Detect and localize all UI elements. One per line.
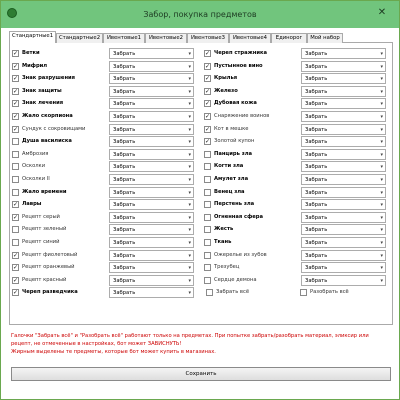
chevron-down-icon: ▾ xyxy=(188,126,191,133)
action-select-value: Забрать xyxy=(113,277,136,284)
action-select-value: Забрать xyxy=(113,76,136,83)
item-checkbox[interactable]: ✓ xyxy=(13,50,19,57)
chevron-down-icon: ▾ xyxy=(380,151,383,158)
item-row xyxy=(204,97,392,110)
action-select-value: Забрать xyxy=(113,151,136,158)
item-checkbox[interactable] xyxy=(204,176,211,183)
item-checkbox[interactable]: ✓ xyxy=(13,276,19,284)
item-row xyxy=(12,110,200,123)
action-select[interactable] xyxy=(301,212,386,223)
action-select-value: Забрать xyxy=(113,177,136,183)
item-row xyxy=(12,286,200,299)
chevron-down-icon: ▾ xyxy=(188,63,191,70)
item-label: Ожерелье из зубов xyxy=(214,251,267,258)
bold-legend-note: Жирным выделены те предметы, которые бот может купить в магазинах. xyxy=(11,349,216,355)
item-checkbox[interactable]: ✓ xyxy=(13,289,19,297)
item-label: Душа василиска xyxy=(22,138,72,145)
tab-3[interactable]: Ивентовые1 xyxy=(103,33,145,43)
item-label: Мифрил xyxy=(22,62,48,69)
item-label: Рецепт оранжевый xyxy=(22,264,75,271)
item-row xyxy=(12,148,200,161)
item-checkbox[interactable]: ✓ xyxy=(205,138,211,146)
item-row xyxy=(12,173,200,186)
action-select-value: Забрать xyxy=(305,214,328,221)
item-checkbox[interactable] xyxy=(204,189,211,196)
item-row xyxy=(204,110,392,123)
chevron-down-icon: ▾ xyxy=(188,189,191,196)
chevron-down-icon: ▾ xyxy=(188,240,191,246)
chevron-down-icon: ▾ xyxy=(380,114,383,120)
action-select[interactable] xyxy=(109,174,194,185)
item-label: Когти зла xyxy=(214,163,244,170)
action-select[interactable] xyxy=(109,250,194,261)
action-select-value: Забрать xyxy=(305,88,328,95)
item-label: Трезубец xyxy=(214,264,240,271)
item-row xyxy=(204,85,392,98)
item-checkbox[interactable] xyxy=(12,189,19,196)
chevron-down-icon: ▾ xyxy=(380,51,383,57)
item-label: Знак лечения xyxy=(22,100,64,107)
take-all-option xyxy=(206,286,296,299)
action-select-value: Забрать xyxy=(305,240,328,246)
action-select-value: Забрать xyxy=(113,202,136,209)
chevron-down-icon: ▾ xyxy=(380,126,383,133)
item-row xyxy=(12,47,200,60)
chevron-down-icon: ▾ xyxy=(380,265,383,272)
action-select-value: Забрать xyxy=(305,151,328,158)
action-select-value: Забрать xyxy=(305,227,328,234)
item-row xyxy=(12,274,200,287)
action-select[interactable] xyxy=(301,237,386,248)
item-row xyxy=(12,135,200,148)
action-select[interactable] xyxy=(301,187,386,198)
item-checkbox[interactable] xyxy=(204,252,211,259)
action-select-value: Забрать xyxy=(305,177,328,183)
item-checkbox[interactable]: ✓ xyxy=(13,213,19,221)
item-checkbox[interactable] xyxy=(204,201,211,208)
item-label: Амброзия xyxy=(22,150,49,157)
chevron-down-icon: ▾ xyxy=(188,151,191,158)
save-button[interactable]: Сохранить xyxy=(11,367,391,381)
item-row xyxy=(12,249,200,262)
action-select[interactable] xyxy=(109,136,194,147)
action-select[interactable] xyxy=(109,275,194,286)
item-checkbox[interactable]: ✓ xyxy=(13,100,19,108)
action-select[interactable] xyxy=(109,48,194,59)
action-select[interactable] xyxy=(301,275,386,286)
action-select-value: Забрать xyxy=(305,76,328,83)
disassemble-all-checkbox[interactable] xyxy=(300,289,307,296)
action-select[interactable] xyxy=(109,149,194,160)
action-select-value: Забрать xyxy=(305,189,328,196)
item-label: Золотой купон xyxy=(214,138,255,145)
item-label: Осколки xyxy=(22,163,46,170)
take-all-checkbox[interactable] xyxy=(206,289,213,296)
item-label: Жало скорпиона xyxy=(22,113,73,119)
chevron-down-icon: ▾ xyxy=(188,277,191,284)
item-label: Огненная сфера xyxy=(214,213,263,220)
item-row xyxy=(204,160,392,173)
tab-strip xyxy=(9,31,393,43)
chevron-down-icon: ▾ xyxy=(188,265,191,272)
action-select-value: Забрать xyxy=(113,88,136,95)
action-select-value: Забрать xyxy=(305,277,328,284)
item-label: Осколки II xyxy=(22,176,50,182)
action-select[interactable] xyxy=(301,61,386,72)
item-label: Сердце демона xyxy=(214,276,257,283)
item-checkbox[interactable]: ✓ xyxy=(13,113,19,120)
item-checkbox[interactable] xyxy=(12,239,19,246)
action-select-value: Забрать xyxy=(113,51,136,57)
chevron-down-icon: ▾ xyxy=(380,189,383,196)
chevron-down-icon: ▾ xyxy=(188,164,191,171)
item-row xyxy=(12,60,200,73)
item-checkbox[interactable]: ✓ xyxy=(205,75,211,83)
item-row xyxy=(12,160,200,173)
item-label: Рецепт серый xyxy=(22,213,60,220)
item-row xyxy=(12,223,200,236)
item-label: Ткань xyxy=(214,239,232,245)
item-checkbox[interactable] xyxy=(204,226,211,233)
action-select-value: Забрать xyxy=(305,114,328,120)
action-select-value: Забрать xyxy=(113,240,136,246)
item-label: Знак защиты xyxy=(22,87,62,94)
action-select-value: Забрать xyxy=(113,63,136,70)
chevron-down-icon: ▾ xyxy=(380,63,383,70)
item-row xyxy=(204,186,392,199)
chevron-down-icon: ▾ xyxy=(188,101,191,108)
chevron-down-icon: ▾ xyxy=(380,177,383,183)
items-panel xyxy=(9,43,393,325)
chevron-down-icon: ▾ xyxy=(380,76,383,83)
item-row xyxy=(204,249,392,262)
item-row xyxy=(204,173,392,186)
close-button[interactable]: ✕ xyxy=(377,7,387,18)
chevron-down-icon: ▾ xyxy=(188,290,191,297)
item-checkbox[interactable]: ✓ xyxy=(205,125,211,133)
action-select-value: Забрать xyxy=(305,202,328,209)
action-select-value: Забрать xyxy=(305,164,328,171)
chevron-down-icon: ▾ xyxy=(188,177,191,183)
action-select-value: Забрать xyxy=(113,189,136,196)
action-select-value: Забрать xyxy=(113,126,136,133)
item-checkbox[interactable] xyxy=(204,151,211,158)
disassemble-all-option xyxy=(300,286,390,299)
item-row xyxy=(204,211,392,224)
action-select[interactable] xyxy=(301,199,386,210)
item-row xyxy=(12,123,200,136)
action-select-value: Забрать xyxy=(113,252,136,259)
item-checkbox[interactable]: ✓ xyxy=(205,50,211,57)
item-label: Снаряжение воинов xyxy=(214,113,270,119)
action-select[interactable] xyxy=(301,136,386,147)
item-label: Жесть xyxy=(214,226,234,233)
action-select[interactable] xyxy=(109,199,194,210)
tab-6[interactable]: Ивентовые4 xyxy=(229,33,271,43)
item-checkbox[interactable]: ✓ xyxy=(13,264,19,272)
action-select-value: Забрать xyxy=(305,51,328,57)
item-row xyxy=(204,274,392,287)
tab-8[interactable]: Мой набор xyxy=(307,33,343,43)
chevron-down-icon: ▾ xyxy=(380,214,383,221)
item-label: Жало времени xyxy=(22,188,67,195)
item-label: Железо xyxy=(214,87,238,94)
item-row xyxy=(12,85,200,98)
item-row xyxy=(204,72,392,85)
item-row xyxy=(12,97,200,110)
chevron-down-icon: ▾ xyxy=(380,164,383,171)
item-label: Кот в мешке xyxy=(214,125,249,132)
item-checkbox[interactable]: ✓ xyxy=(205,87,211,95)
item-checkbox[interactable] xyxy=(12,176,19,183)
item-label: Рецепт синий xyxy=(22,239,60,245)
item-label: Венец зла xyxy=(214,188,245,195)
action-select[interactable] xyxy=(301,161,386,172)
item-checkbox[interactable]: ✓ xyxy=(13,125,19,133)
tab-4[interactable]: Ивентовые2 xyxy=(145,33,187,43)
action-select-value: Забрать xyxy=(305,252,328,259)
item-label: Рецепт красный xyxy=(22,276,67,283)
item-checkbox[interactable]: ✓ xyxy=(13,75,19,83)
chevron-down-icon: ▾ xyxy=(188,214,191,221)
item-row xyxy=(204,236,392,249)
item-checkbox[interactable]: ✓ xyxy=(205,62,211,70)
item-label: Знак разрушения xyxy=(22,75,75,82)
action-select[interactable] xyxy=(109,124,194,135)
item-checkbox[interactable]: ✓ xyxy=(13,201,19,209)
chevron-down-icon: ▾ xyxy=(188,202,191,209)
action-select[interactable] xyxy=(109,73,194,84)
chevron-down-icon: ▾ xyxy=(380,252,383,259)
item-row xyxy=(12,236,200,249)
item-checkbox[interactable]: ✓ xyxy=(13,251,19,259)
action-select-value: Забрать xyxy=(113,290,136,297)
item-checkbox[interactable]: ✓ xyxy=(205,113,211,120)
action-select[interactable] xyxy=(109,98,194,109)
item-checkbox[interactable] xyxy=(204,264,211,271)
item-row xyxy=(12,261,200,274)
tab-5[interactable]: Ивентовые3 xyxy=(187,33,229,43)
item-label: Крылья xyxy=(214,75,238,82)
item-label: Рецепт фиолетовый xyxy=(22,251,78,258)
item-checkbox[interactable]: ✓ xyxy=(205,100,211,108)
item-row xyxy=(204,123,392,136)
chevron-down-icon: ▾ xyxy=(380,227,383,234)
action-select[interactable] xyxy=(301,149,386,160)
item-checkbox[interactable] xyxy=(12,151,19,158)
action-select[interactable] xyxy=(301,98,386,109)
tab-2[interactable]: Стандартные2 xyxy=(56,33,103,43)
item-label: Панцирь зла xyxy=(214,150,253,157)
action-select-value: Забрать xyxy=(113,265,136,272)
item-label: Амулет зла xyxy=(214,176,249,182)
item-checkbox[interactable] xyxy=(204,239,211,246)
action-select-value: Забрать xyxy=(305,101,328,108)
action-select[interactable] xyxy=(109,237,194,248)
item-label: Рецепт зеленый xyxy=(22,226,67,233)
item-checkbox[interactable]: ✓ xyxy=(13,87,19,95)
item-label: Череп разведчика xyxy=(22,289,78,296)
action-select-value: Забрать xyxy=(305,139,328,146)
action-select[interactable] xyxy=(301,86,386,97)
item-checkbox[interactable] xyxy=(12,226,19,233)
tab-7[interactable]: Единорог xyxy=(271,33,307,43)
chevron-down-icon: ▾ xyxy=(380,277,383,284)
item-row xyxy=(12,72,200,85)
action-select[interactable] xyxy=(109,224,194,235)
item-label: Сундук с сокровищами xyxy=(22,125,86,132)
item-row xyxy=(12,186,200,199)
item-row xyxy=(204,148,392,161)
item-row xyxy=(204,223,392,236)
action-select-value: Забрать xyxy=(113,139,136,146)
item-row xyxy=(204,261,392,274)
action-select[interactable] xyxy=(301,224,386,235)
tab-1[interactable]: Стандартные1 xyxy=(9,31,56,44)
chevron-down-icon: ▾ xyxy=(188,114,191,120)
item-row xyxy=(12,211,200,224)
action-select[interactable] xyxy=(301,174,386,185)
window-title: Забор, покупка предметов xyxy=(143,10,257,19)
item-label: Перстень зла xyxy=(214,201,255,208)
item-row xyxy=(204,47,392,60)
action-select[interactable] xyxy=(301,73,386,84)
chevron-down-icon: ▾ xyxy=(380,101,383,108)
item-label: Лавры xyxy=(22,201,42,208)
chevron-down-icon: ▾ xyxy=(188,139,191,146)
take-all-label: Забрать всё xyxy=(216,289,250,296)
item-checkbox[interactable] xyxy=(204,214,211,221)
chevron-down-icon: ▾ xyxy=(380,139,383,146)
disassemble-all-label: Разобрать всё xyxy=(310,289,349,296)
action-select[interactable] xyxy=(109,287,194,298)
action-select-value: Забрать xyxy=(113,164,136,171)
item-row xyxy=(204,198,392,211)
item-checkbox[interactable]: ✓ xyxy=(13,62,19,70)
item-label: Череп стражника xyxy=(214,50,268,56)
item-row xyxy=(12,198,200,211)
item-row xyxy=(204,60,392,73)
chevron-down-icon: ▾ xyxy=(188,227,191,234)
chevron-down-icon: ▾ xyxy=(188,88,191,95)
action-select-value: Забрать xyxy=(113,114,136,120)
action-select[interactable] xyxy=(109,161,194,172)
chevron-down-icon: ▾ xyxy=(188,252,191,259)
item-checkbox[interactable] xyxy=(204,277,211,284)
action-select[interactable] xyxy=(301,124,386,135)
item-label: Дубовая кожа xyxy=(214,100,257,107)
action-select[interactable] xyxy=(109,111,194,122)
chevron-down-icon: ▾ xyxy=(188,51,191,57)
action-select[interactable] xyxy=(301,250,386,261)
action-select[interactable] xyxy=(109,61,194,72)
action-select[interactable] xyxy=(301,111,386,122)
title-bar xyxy=(1,1,399,28)
item-label: Пустынное вино xyxy=(214,62,263,69)
action-select[interactable] xyxy=(109,212,194,223)
item-row xyxy=(204,135,392,148)
chevron-down-icon: ▾ xyxy=(380,240,383,246)
action-select-value: Забрать xyxy=(113,227,136,234)
action-select-value: Забрать xyxy=(305,63,328,70)
action-select-value: Забрать xyxy=(113,101,136,108)
action-select[interactable] xyxy=(301,262,386,273)
action-select[interactable] xyxy=(109,86,194,97)
item-checkbox[interactable] xyxy=(204,163,211,170)
chevron-down-icon: ▾ xyxy=(188,76,191,83)
warning-note: Галочки "Забрать всё" и "Разобрать всё" работают только на предметах. При попытке забрать/разобрать материал, эликсир или рецепт, не отмеченные в настройках, бот может ЗАВИСНУТЬ! xyxy=(11,333,369,347)
action-select-value: Забрать xyxy=(113,214,136,221)
item-checkbox[interactable] xyxy=(12,163,19,170)
chevron-down-icon: ▾ xyxy=(380,202,383,209)
action-select[interactable] xyxy=(301,48,386,59)
action-select-value: Забрать xyxy=(305,265,328,272)
item-checkbox[interactable] xyxy=(12,138,19,145)
item-label: Ветки xyxy=(22,50,40,56)
action-select[interactable] xyxy=(109,262,194,273)
action-select[interactable] xyxy=(109,187,194,198)
action-select-value: Забрать xyxy=(305,126,328,133)
chevron-down-icon: ▾ xyxy=(380,88,383,95)
